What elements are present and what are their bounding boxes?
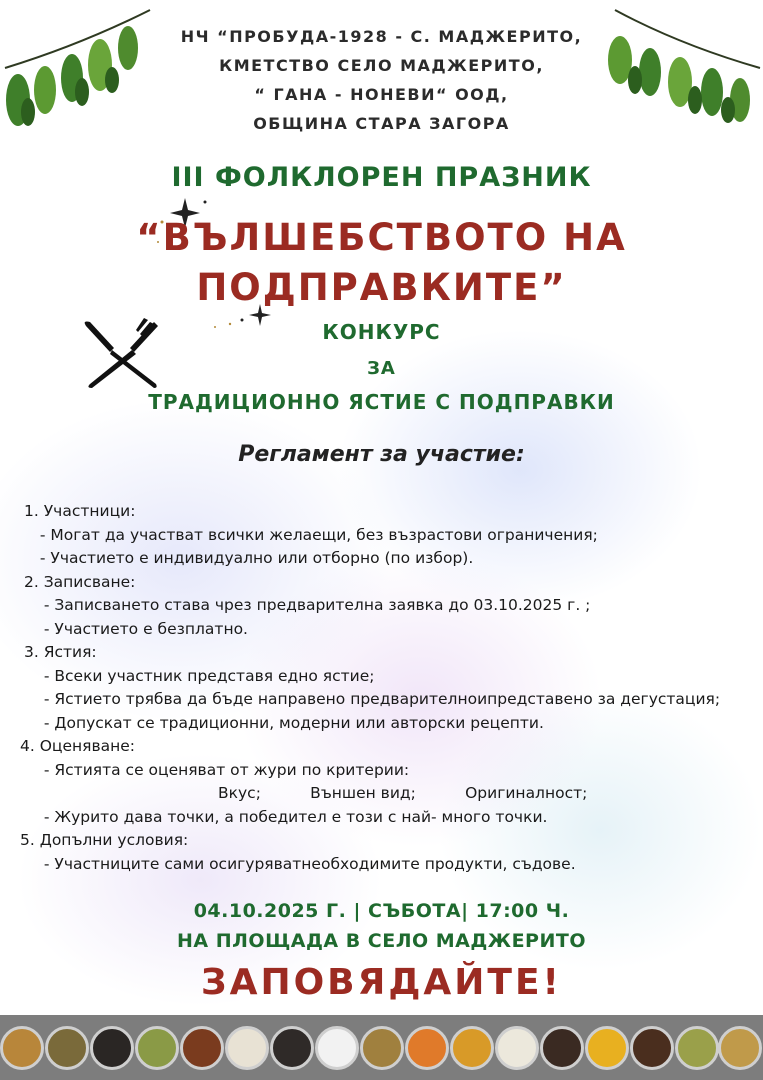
rule-line: - Ястията се оценяват от жури по критерии: (34, 760, 410, 779)
rule-line: 4. Оценяване: (20, 737, 135, 755)
rule-line: 3. Ястия: (24, 643, 97, 661)
rule-line: - Всеки участник представя едно ястие; (34, 666, 375, 685)
rule-line: - Ястието трябва да бъде направено предварителноипредставено за дегустация; (34, 690, 721, 708)
rule-line: - Участието е безплатно. (34, 619, 248, 638)
spice-hex (540, 1026, 584, 1070)
rule-line: - Участието е индивидуално или отборно (по избор). (30, 549, 474, 567)
spice-hex (270, 1026, 314, 1070)
event-datetime: 04.10.2025 Г. | СЪБОТА| 17:00 Ч. (193, 900, 570, 922)
magic-title (0, 213, 763, 313)
magic-title-line2: ПОДПРАВКИТЕ” (196, 266, 567, 309)
contest-line1: КОНКУРС (322, 320, 441, 344)
spice-hex (315, 1026, 359, 1070)
rules-list (20, 500, 759, 876)
rules-title: Регламент за участие: (238, 442, 525, 467)
spice-hex (675, 1026, 719, 1070)
spice-hex (135, 1026, 179, 1070)
spice-hex (630, 1026, 674, 1070)
spice-hex (45, 1026, 89, 1070)
spice-hex (585, 1026, 629, 1070)
spice-strip (0, 1015, 763, 1080)
organizer-line: “ ГАНА - НОНЕВИ“ ООД, (254, 85, 509, 104)
magic-title-line1: “ВЪЛШЕБСТВОТО НА (136, 216, 627, 259)
spice-hex (360, 1026, 404, 1070)
spice-hex (495, 1026, 539, 1070)
welcome-text: ЗАПОВЯДАЙТЕ! (201, 962, 562, 1003)
rule-line: 5. Допълни условия: (20, 831, 189, 849)
rule-criteria-line: Вкус; Външен вид; Оригиналност; (218, 784, 588, 802)
rule-line: - Могат да участват всички желаещи, без възрастови ограничения; (30, 525, 598, 544)
rule-line: - Участниците сами осигуряватнеобходимите продукти, съдове. (34, 854, 576, 873)
spice-hex (180, 1026, 224, 1070)
organizer-line: КМЕТСТВО СЕЛО МАДЖЕРИТО, (219, 56, 544, 75)
rule-line: 1. Участници: (24, 502, 136, 520)
rule-line: - Записването става чрез предварителна заявка до 03.10.2025 г. ; (34, 596, 591, 614)
contest-line3: ТРАДИЦИОННО ЯСТИЕ С ПОДПРАВКИ (148, 390, 615, 414)
rule-line: - Допускат се традиционни, модерни или авторски рецепти. (34, 713, 544, 732)
contest-line2: ЗА (367, 358, 396, 379)
spice-hex (450, 1026, 494, 1070)
rule-line: 2. Записване: (24, 572, 136, 591)
spice-hex (405, 1026, 449, 1070)
organizers-block (0, 22, 763, 138)
rule-line: - Журито дава точки, а победител е този с най- много точки. (34, 807, 548, 826)
spice-hex (718, 1026, 762, 1070)
spice-hex (90, 1026, 134, 1070)
organizer-line: НЧ “ПРОБУДА-1928 - С. МАДЖЕРИТО, (180, 27, 583, 46)
spice-hex (225, 1026, 269, 1070)
event-place: НА ПЛОЩАДА В СЕЛО МАДЖЕРИТО (177, 930, 586, 952)
festival-title: III ФОЛКЛОРЕН ПРАЗНИК (171, 162, 592, 193)
organizer-line: ОБЩИНА СТАРА ЗАГОРА (253, 114, 510, 133)
spice-hex (0, 1026, 44, 1070)
